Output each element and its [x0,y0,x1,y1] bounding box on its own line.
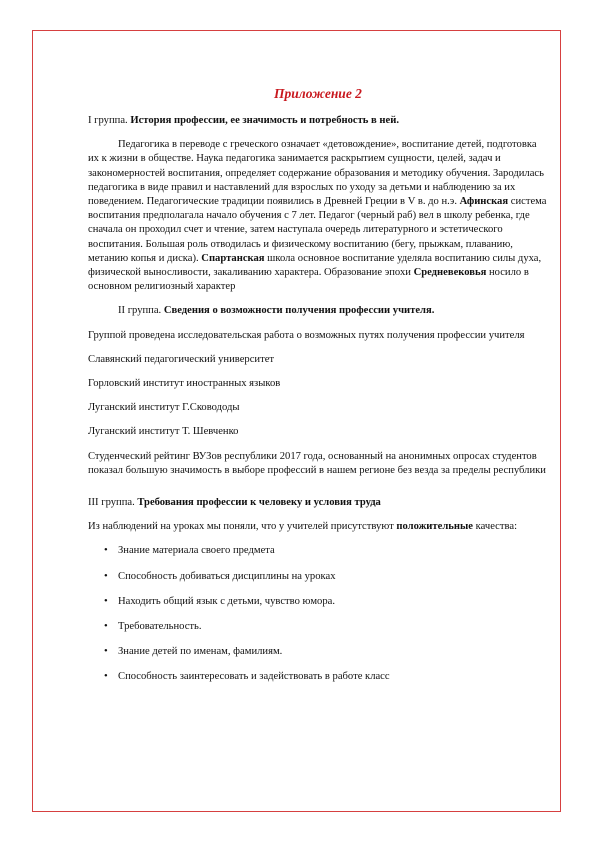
rating-paragraph: Студенческий рейтинг ВУЗов республики 2017 года, основанный на анонимных опросах студентов показал большую значимость в выборе профессий в нашем регионе без везда за пределы республики [88,450,546,476]
quality-item: • Находить общий язык с детьми, чувство юмора. [88,595,548,609]
positive-term: положительные [396,521,473,533]
group2-intro: Группой проведена исследовательская работа о возможных путях получения профессии учителя [88,329,525,341]
group1-heading [88,114,548,128]
quality-item: • Способность заинтересовать и задействовать в работе класс [88,670,548,684]
group1-text-3: школа основное воспитание уделяла воспитанию силы духа, физической выносливости, закаливанию характера. Образование эпохи [88,252,542,279]
group2-title: Сведения о возможности получения профессии учителя. [163,305,435,317]
group1-text-4: носило в основном религиозный характер [88,267,529,293]
group1-paragraph [88,138,548,294]
section-spacer [88,478,548,496]
group3-title: Требования профессии к человеку и условия труда [137,497,381,509]
quality-item: • Способность добиваться дисциплины на уроках [88,570,548,584]
qualities-list [88,544,548,684]
university-item: Славянский педагогический университет [88,353,275,365]
university-item: Луганский институт Г.Сковододы [88,402,240,414]
afinskaya-term: Афинская [459,196,509,208]
group1-label: I группа. [88,115,128,126]
quality-item: • Знание материала своего предмета [88,544,548,558]
group3-intro-end: качества: [475,521,518,533]
document-body [88,86,548,696]
quality-item: • Требовательность. [88,620,548,634]
quality-item: • Знание детей по именам, фамилиям. [88,645,548,659]
group2-heading [88,304,548,318]
group3-intro [88,520,548,534]
spartanskaya-term: Спартанская [201,252,265,264]
group1-title: История профессии, ее значимость и потребность в ней. [130,115,399,126]
group3-intro-text: Из наблюдений на уроках мы поняли, что у учителей присутствуют [88,521,394,533]
group2-label: II группа. [118,305,162,317]
group1-text-1: Педагогика в переводе с греческого означает «детовождение», воспитание детей, подготовка их к жизни в обществе. Наука педагогика занимается раскрытием сущности, целей, задач и закономерностей воспитания, определяет содержание образования и методику обучения. Зародилась педагогика в виде правил и наставлений для взрослых по уходу за детьми и наблюдению за их поведением. Педагогические традиции появились в Древней Греции в V в. до н.э. [88,139,544,208]
group1-text-2: система воспитания предполагала начало обучения с 7 лет. Педагог (черный раб) вел в школу ребенка, где сначала он проходил счет и чтение, затем наступала очередь литературного и эстетического воспитания. Большая роль отводилась и физическому воспитанию (бегу, прыжкам, плаванию, метанию копья и диска). [88,196,547,264]
group3-heading [88,496,548,510]
srednevekovya-term: Средневековья [413,267,487,279]
group3-label: III группа. [88,497,135,509]
university-item: Горловский институт иностранных языков [88,378,281,390]
university-item: Луганский институт Т. Шевченко [88,426,239,438]
page-title: Приложение 2 [274,86,362,101]
